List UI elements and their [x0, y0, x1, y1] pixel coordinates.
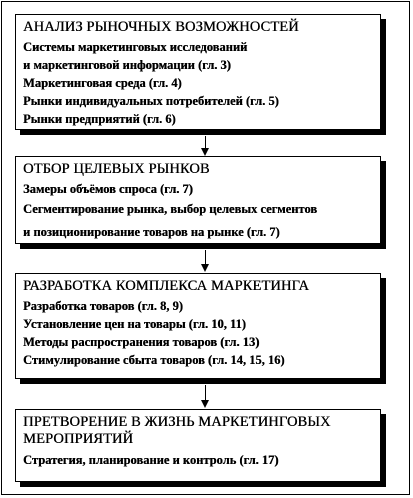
block-title: ОТБОР ЦЕЛЕВЫХ РЫНКОВ [23, 161, 210, 177]
block-item: Рынки индивидуальных потребителей (гл. 5) [23, 94, 279, 108]
block-item: Системы маркетинговых исследований [23, 40, 248, 54]
block-implementation [15, 409, 381, 482]
block-marketing-mix [15, 273, 381, 379]
block-item: и маркетинговой информации (гл. 3) [23, 58, 231, 72]
block-item: Маркетинговая среда (гл. 4) [23, 76, 182, 90]
block-item: и позиционирование товаров на рынке (гл. 7) [23, 225, 280, 239]
block-title: ПРЕТВОРЕНИЕ В ЖИЗНЬ МАРКЕТИНГОВЫХ МЕРОПРИЯТИЙ [23, 414, 331, 447]
block-target-markets [15, 156, 381, 244]
block-item: Методы распространения товаров (гл. 13) [23, 335, 260, 349]
block-item: Рынки предприятий (гл. 6) [23, 112, 176, 126]
block-item: Стимулирование сбыта товаров (гл. 14, 15, 16) [23, 353, 285, 367]
block-title: АНАЛИЗ РЫНОЧНЫХ ВОЗМОЖНОСТЕЙ [23, 19, 299, 35]
block-title: РАЗРАБОТКА КОМПЛЕКСА МАРКЕТИНГА [23, 278, 309, 294]
block-item: Сегментирование рынка, выбор целевых сегментов [23, 202, 318, 216]
block-market-analysis [15, 14, 381, 130]
block-item: Разработка товаров (гл. 8, 9) [23, 299, 183, 313]
block-item: Замеры объёмов спроса (гл. 7) [23, 182, 193, 196]
block-item: Установление цен на товары (гл. 10, 11) [23, 317, 246, 331]
block-item: Стратегия, планирование и контроль (гл. 17) [23, 453, 279, 467]
